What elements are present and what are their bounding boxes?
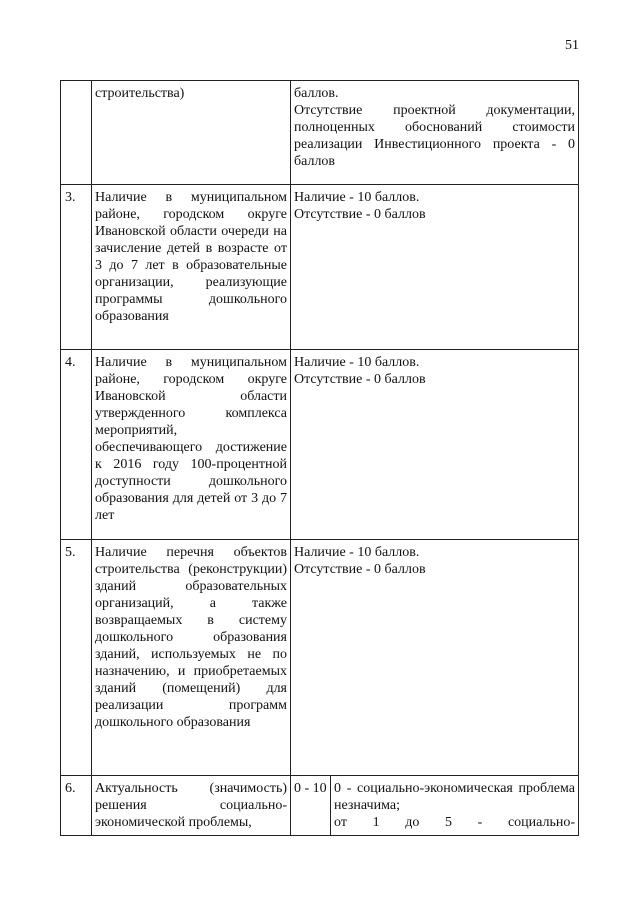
row-number: [61, 81, 92, 185]
table-row: [61, 185, 579, 350]
criterion-name: Наличие в муниципальном районе, городском округе Ивановской области утвержденного комплекса мероприятий, обеспечивающего достижение к 2016 году 100-процентной доступности дошкольного образования для детей от 3 до 7 лет: [92, 350, 291, 540]
row-number: 4.: [61, 350, 92, 540]
row-number: 3.: [61, 185, 92, 350]
table-row: [61, 81, 579, 185]
table-row: [61, 776, 579, 836]
criterion-name: Актуальность (значимость) решения социально-экономической проблемы,: [92, 776, 291, 836]
scoring-line: Отсутствие - 0 баллов: [294, 207, 426, 222]
criteria-table: [60, 80, 579, 836]
criterion-name: Наличие в муниципальном районе, городском округе Ивановской области очереди на зачисление детей в возрасте от 3 до 7 лет в образовательные организации, реализующие программы дошкольного образования: [92, 185, 291, 350]
scoring-line: от 1 до 5 - социально-: [334, 815, 575, 830]
criterion-scoring: [291, 540, 579, 776]
page-number: 51: [565, 38, 579, 53]
scoring-line: Отсутствие проектной документации, полноценных обоснований стоимости реализации Инвестиционного проекта - 0 баллов: [294, 103, 575, 169]
scoring-line: Наличие - 10 баллов.: [294, 190, 420, 205]
score-range: 0 - 10: [291, 776, 331, 836]
scoring-line: баллов.: [294, 86, 339, 101]
scoring-line: Отсутствие - 0 баллов: [294, 562, 426, 577]
scoring-line: Отсутствие - 0 баллов: [294, 372, 426, 387]
criterion-scoring: [331, 776, 579, 836]
scoring-line: Наличие - 10 баллов.: [294, 355, 420, 370]
row-number: 5.: [61, 540, 92, 776]
table-row: [61, 540, 579, 776]
row-number: 6.: [61, 776, 92, 836]
criterion-scoring: [291, 81, 579, 185]
criterion-name: Наличие перечня объектов строительства (реконструкции) зданий образовательных организаций, а также возвращаемых в систему дошкольного образования зданий, используемых не по назначению, и приобретаемых зданий (помещений) для реализации программ дошкольного образования: [92, 540, 291, 776]
criterion-name: строительства): [92, 81, 291, 185]
table-row: [61, 350, 579, 540]
scoring-line: 0 - социально-экономическая проблема незначима;: [334, 781, 575, 813]
scoring-line: Наличие - 10 баллов.: [294, 545, 420, 560]
criterion-scoring: [291, 350, 579, 540]
criterion-scoring: [291, 185, 579, 350]
